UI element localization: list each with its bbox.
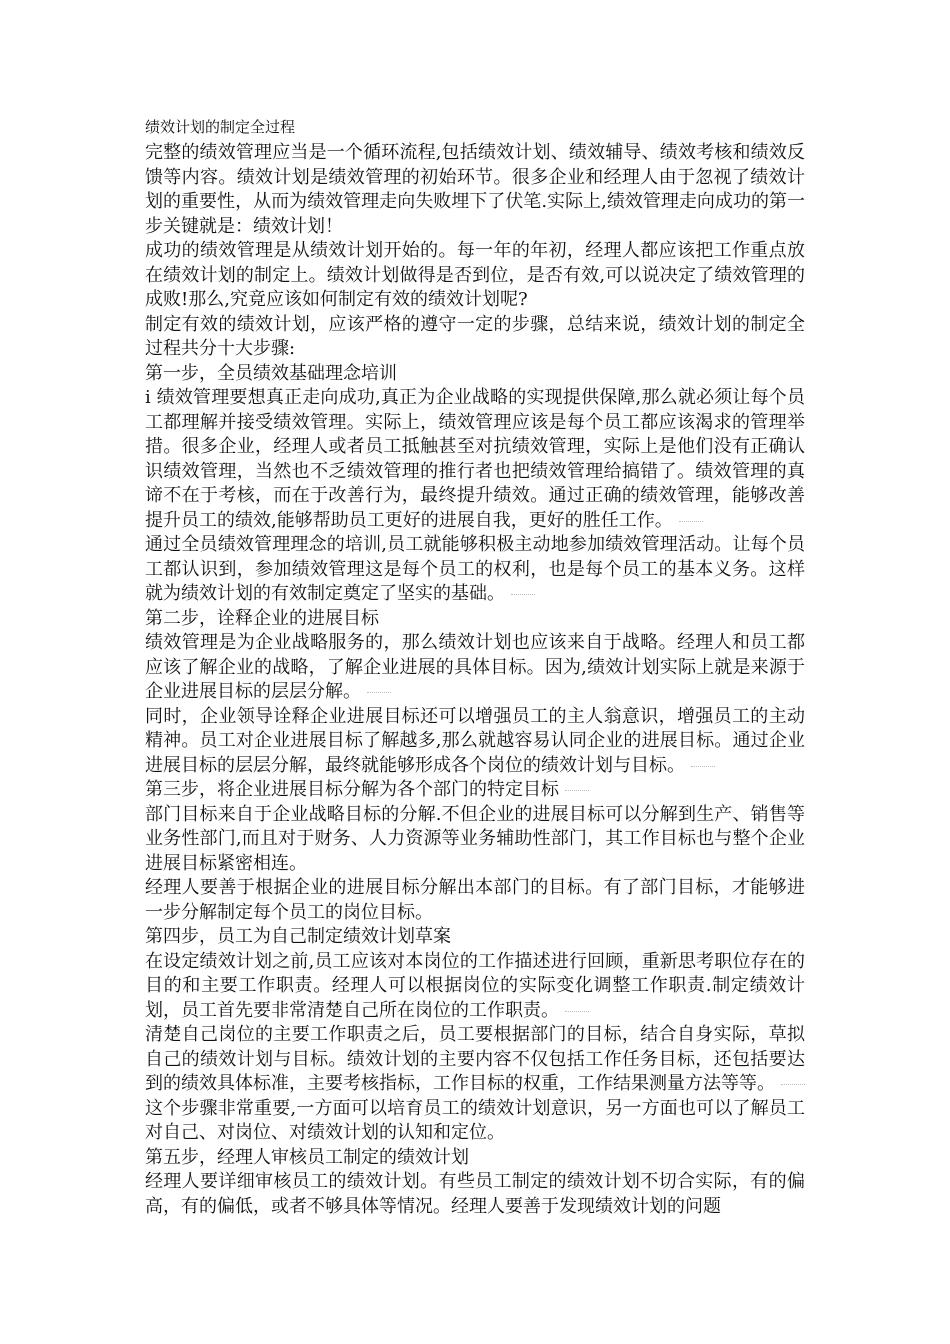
step4-paragraph-1	[145, 950, 805, 1024]
intro-paragraph-1: 完整的绩效管理应当是一个循环流程,包括绩效计划、绩效辅导、绩效考核和绩效反馈等内容。绩效计划是绩效管理的初始环节。很多企业和经理人由于忽视了绩效计划的重要性，从而为绩效管理走向失败埋下了伏笔.实际上,绩效管理走向成功的第一步关键就是：绩效计划！	[145, 142, 805, 237]
step4-paragraph-1-text: 在设定绩效计划之前,员工应该对本岗位的工作描述进行回顾，重新思考职位存在的目的和主要工作职责。经理人可以根据岗位的实际变化调整工作职责.制定绩效计划，员工首先要非常清楚自己所在岗位的工作职责。	[145, 950, 805, 1021]
faint-mark	[511, 593, 535, 595]
faint-mark	[679, 520, 703, 522]
step2-paragraph-1-text: 绩效管理是为企业战略服务的，那么绩效计划也应该来自于战略。经理人和员工都应该了解企业的战略，了解企业进展的具体目标。因为,绩效计划实际上就是来源于企业进展目标的层层分解。	[145, 632, 805, 702]
step1-paragraph-2-text: 通过全员绩效管理理念的培训,员工就能够积极主动地参加绩效管理活动。让每个员工都认识到，参加绩效管理这是每个员工的权利，也是每个员工的基本义务。这样就为绩效计划的有效制定奠定了坚实的基础。	[145, 534, 805, 604]
step3-heading-text: 第三步，将企业进展目标分解为各个部门的特定目标	[145, 779, 559, 800]
document-page	[145, 115, 805, 1219]
faint-mark	[781, 1083, 805, 1085]
step4-paragraph-2	[145, 1023, 805, 1097]
step2-paragraph-1	[145, 631, 805, 705]
faint-mark	[367, 691, 391, 693]
step2-heading: 第二步，诠释企业的进展目标	[145, 607, 379, 629]
faint-mark	[565, 1010, 589, 1012]
faint-mark	[691, 765, 715, 767]
step4-paragraph-2-text: 清楚自己岗位的主要工作职责之后，员工要根据部门的目标，结合自身实际，草拟自己的绩效计划与目标。绩效计划的主要内容不仅包括工作任务目标，还包括要达到的绩效具体标准，主要考核指标，工作目标的权重，工作结果测量方法等等。	[145, 1024, 805, 1094]
intro-paragraph-2: 成功的绩效管理是从绩效计划开始的。每一年的年初，经理人都应该把工作重点放在绩效计划的制定上。绩效计划做得是否到位，是否有效,可以说决定了绩效管理的成败!那么,究竟应该如何制定有效的绩效计划呢?	[145, 240, 805, 310]
step3-heading	[145, 778, 805, 803]
step1-paragraph-1-text: i 绩效管理要想真正走向成功,真正为企业战略的实现提供保障,那么就必须让每个员工都理解并接受绩效管理。实际上，绩效管理应该是每个员工都应该渴求的管理举措。很多企业，经理人或者员工抵触甚至对抗绩效管理，实际上是他们没有正确认识绩效管理，当然也不乏绩效管理的推行者也把绩效管理给搞错了。绩效管理的真谛不在于考核，而在于改善行为，最终提升绩效。通过正确的绩效管理，能够改善提升员工的绩效,能够帮助员工更好的进展自我，更好的胜任工作。	[145, 387, 805, 531]
intro-paragraph-3: 制定有效的绩效计划，应该严格的遵守一定的步骤，总结来说，绩效计划的制定全过程共分十大步骤:	[145, 313, 805, 359]
step5-heading: 第五步，经理人审核员工制定的绩效计划	[145, 1146, 469, 1168]
document-title: 绩效计划的制定全过程	[145, 118, 296, 136]
step3-paragraph-2: 经理人要善于根据企业的进展目标分解出本部门的目标。有了部门目标，才能够进一步分解制定每个员工的岗位目标。	[145, 877, 805, 923]
step4-heading: 第四步，员工为自己制定绩效计划草案	[145, 926, 451, 947]
step1-paragraph-1	[145, 386, 805, 533]
faint-mark	[565, 789, 589, 791]
step2-paragraph-2-text: 同时，企业领导诠释企业进展目标还可以增强员工的主人翁意识，增强员工的主动精神。员工对企业进展目标了解越多,那么就越容易认同企业的进展目标。通过企业进展目标的层层分解，最终就能够形成各个岗位的绩效计划与目标。	[145, 705, 805, 776]
step5-paragraph-1: 经理人要详细审核员工的绩效计划。有些员工制定的绩效计划不切合实际，有的偏高，有的偏低，或者不够具体等情况。经理人要善于发现绩效计划的问题	[145, 1171, 805, 1217]
step1-heading: 第一步，全员绩效基础理念培训	[145, 362, 397, 384]
step2-paragraph-2	[145, 705, 805, 779]
step1-paragraph-2	[145, 533, 805, 607]
step3-paragraph-1: 部门目标来自于企业战略目标的分解.不但企业的进展目标可以分解到生产、销售等业务性部门,而且对于财务、人力资源等业务辅助性部门，其工作目标也与整个企业进展目标紧密相连。	[145, 803, 805, 874]
step4-paragraph-3: 这个步骤非常重要,一方面可以培育员工的绩效计划意识，另一方面也可以了解员工对自己、对岗位、对绩效计划的认知和定位。	[145, 1097, 805, 1143]
